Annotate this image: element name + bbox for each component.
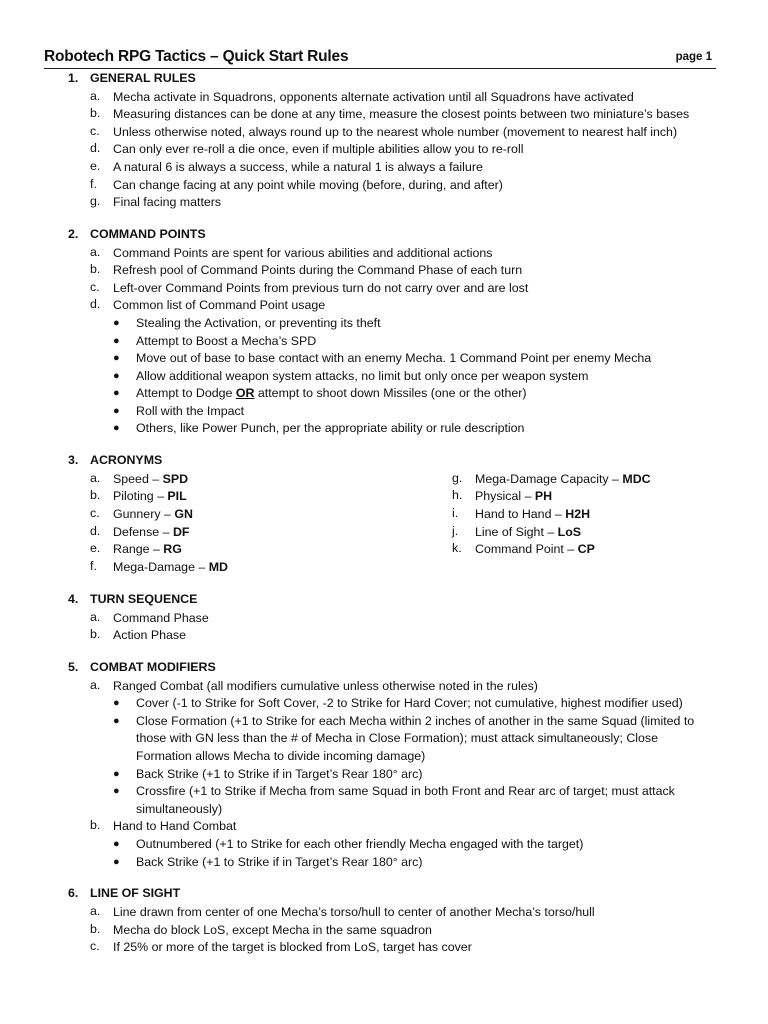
item-label: b.	[90, 488, 101, 503]
acronym-name: Physical –	[475, 489, 535, 504]
page-header	[44, 48, 716, 69]
item-label: c.	[90, 279, 100, 294]
acronym-item	[362, 488, 762, 506]
acronym-abbr: MDC	[622, 471, 651, 486]
bullet-item	[0, 854, 768, 872]
item-text: Refresh pool of Command Points during the Command Phase of each turn	[113, 263, 523, 278]
section-combat-modifiers	[0, 660, 768, 871]
item-text: Mecha activate in Squadrons, opponents alternate activation until all Squadrons have activated	[113, 89, 634, 104]
bullet-icon: ●	[113, 697, 120, 710]
acronym-abbr: H2H	[565, 507, 591, 522]
bullet-icon: ●	[113, 837, 120, 850]
item-text: Mecha do block LoS, except Mecha in the same squadron	[113, 922, 432, 937]
item-label: h.	[452, 488, 463, 503]
item-text: Can only ever re-roll a die once, even if multiple abilities allow you to re-roll	[113, 142, 524, 157]
acronym-name: Gunnery –	[113, 507, 175, 522]
acronym-columns	[0, 471, 768, 577]
bullet-item	[0, 368, 768, 386]
section-title: TURN SEQUENCE	[90, 592, 198, 607]
bullet-icon: ●	[113, 352, 120, 365]
list-item	[0, 922, 768, 940]
emphasis-or: OR	[235, 386, 255, 401]
item-label: c.	[90, 939, 100, 954]
item-label: k.	[452, 541, 462, 556]
acronym-name: Command Point –	[475, 542, 578, 557]
bullet-icon: ●	[113, 714, 120, 727]
item-text: Line drawn from center of one Mecha’s torso/hull to center of another Mecha’s torso/hull	[113, 904, 595, 919]
list-item	[0, 610, 768, 628]
list-item	[0, 245, 768, 263]
acronym-name: Defense –	[113, 524, 173, 539]
acronym-text	[475, 471, 768, 489]
item-label: i.	[452, 506, 459, 521]
section-turn-sequence	[0, 592, 768, 645]
item-label: b.	[90, 818, 101, 833]
item-label: d.	[90, 297, 101, 312]
bullet-icon: ●	[113, 855, 120, 868]
bullet-item	[0, 315, 768, 333]
list-item	[0, 89, 768, 107]
item-label: f.	[90, 176, 97, 191]
bullet-text: Outnumbered (+1 to Strike for each other friendly Mecha engaged with the target)	[136, 836, 584, 851]
item-text: Action Phase	[113, 628, 187, 643]
bullet-text: Allow additional weapon system attacks, no limit but only once per weapon system	[136, 368, 589, 383]
item-text: Measuring distances can be done at any time, measure the closest points between two miniature’s bases	[113, 107, 690, 122]
acronym-abbr: PIL	[167, 489, 187, 504]
bullet-text: Attempt to Boost a Mecha’s SPD	[136, 333, 317, 348]
item-label: a.	[90, 903, 101, 918]
bullet-text: Back Strike (+1 to Strike if in Target’s Rear 180° arc)	[136, 854, 423, 869]
bullet-item	[0, 766, 768, 784]
item-text: Command Points are spent for various abilities and additional actions	[113, 245, 493, 260]
bullet-text: Others, like Power Punch, per the appropriate ability or rule description	[136, 421, 525, 436]
item-label: b.	[90, 106, 101, 121]
item-label: c.	[90, 506, 100, 521]
bullet-text: Stealing the Activation, or preventing its theft	[136, 315, 381, 330]
item-label: b.	[90, 262, 101, 277]
list-item	[0, 194, 768, 212]
item-text: A natural 6 is always a success, while a natural 1 is always a failure	[113, 159, 483, 174]
acronym-text	[475, 506, 768, 524]
section-heading	[0, 71, 768, 89]
bullet-item	[0, 403, 768, 421]
item-label: a.	[90, 470, 101, 485]
item-text: Unless otherwise noted, always round up to the nearest whole number (movement to nearest half inch)	[113, 124, 678, 139]
bullet-text-start: Attempt to Dodge	[136, 386, 236, 401]
item-label: b.	[90, 627, 101, 642]
acronym-item	[0, 559, 440, 577]
list-item	[0, 141, 768, 159]
acronym-column-right	[362, 471, 762, 559]
acronym-text	[475, 524, 768, 542]
section-title: LINE OF SIGHT	[90, 886, 181, 901]
bullet-icon: ●	[113, 369, 120, 382]
section-general-rules	[0, 71, 768, 212]
acronym-abbr: DF	[172, 524, 190, 539]
list-item	[0, 177, 768, 195]
bullet-item	[0, 695, 768, 713]
acronym-abbr: SPD	[162, 471, 189, 486]
item-label: a.	[90, 677, 101, 692]
section-number: 6.	[68, 886, 79, 901]
list-item	[0, 904, 768, 922]
item-text: If 25% or more of the target is blocked from LoS, target has cover	[113, 940, 472, 955]
list-item	[0, 818, 768, 836]
section-heading	[0, 886, 768, 904]
bullet-text-end: attempt to shoot down Missiles (one or the other)	[254, 386, 527, 401]
list-item	[0, 627, 768, 645]
item-label: e.	[90, 541, 101, 556]
acronym-abbr: GN	[174, 507, 193, 522]
acronym-name: Piloting –	[113, 489, 168, 504]
bullet-text: Back Strike (+1 to Strike if in Target’s Rear 180° arc)	[136, 766, 423, 781]
list-item	[0, 159, 768, 177]
bullet-text: Crossfire (+1 to Strike if Mecha from same Squad in both Front and Rear arc of target; must attack simultaneously)	[136, 784, 675, 816]
section-line-of-sight	[0, 886, 768, 956]
page-number: page 1	[675, 51, 712, 63]
acronym-item	[362, 541, 762, 559]
section-command-points	[0, 227, 768, 438]
item-label: f.	[90, 558, 97, 573]
bullet-item	[0, 420, 768, 438]
bullet-item	[0, 836, 768, 854]
section-heading	[0, 592, 768, 610]
section-number: 4.	[68, 592, 79, 607]
acronym-abbr: CP	[577, 542, 595, 557]
item-text: Left-over Command Points from previous turn do not carry over and are lost	[113, 280, 529, 295]
item-text: Command Phase	[113, 610, 209, 625]
bullet-icon: ●	[113, 422, 120, 435]
section-title: ACRONYMS	[90, 453, 163, 468]
acronym-text	[475, 488, 768, 506]
list-item	[0, 678, 768, 696]
section-title: GENERAL RULES	[90, 71, 196, 85]
item-text: Hand to Hand Combat	[113, 819, 237, 834]
acronym-abbr: PH	[534, 489, 553, 504]
item-label: a.	[90, 609, 101, 624]
bullet-icon: ●	[113, 767, 120, 780]
acronym-item	[362, 471, 762, 489]
item-label: a.	[90, 244, 101, 259]
list-item	[0, 124, 768, 142]
bullet-item	[0, 783, 768, 818]
item-label: c.	[90, 123, 100, 138]
section-number: 2.	[68, 226, 79, 241]
acronym-name: Speed –	[113, 471, 163, 486]
item-text: Can change facing at any point while moving (before, during, and after)	[113, 177, 503, 192]
bullet-icon: ●	[113, 387, 120, 400]
document-title: Robotech RPG Tactics – Quick Start Rules	[44, 48, 349, 65]
acronym-name: Range –	[113, 542, 164, 557]
item-text: Ranged Combat (all modifiers cumulative unless otherwise noted in the rules)	[113, 678, 538, 693]
rules-content	[0, 71, 768, 972]
section-number: 5.	[68, 660, 79, 674]
list-item	[0, 939, 768, 957]
section-heading	[0, 660, 768, 678]
bullet-text: Move out of base to base contact with an enemy Mecha. 1 Command Point per enemy Mecha	[136, 351, 652, 366]
bullet-icon: ●	[113, 334, 120, 347]
acronym-name: Mega-Damage Capacity –	[475, 471, 623, 486]
section-heading	[0, 227, 768, 245]
acronym-text	[475, 541, 768, 559]
acronym-item	[362, 506, 762, 524]
bullet-text	[136, 385, 714, 403]
item-label: a.	[90, 88, 101, 103]
bullet-item	[0, 385, 768, 403]
item-label: e.	[90, 158, 101, 173]
section-number: 1.	[68, 71, 79, 85]
item-text: Final facing matters	[113, 195, 222, 210]
bullet-item	[0, 333, 768, 351]
bullet-text: Roll with the Impact	[136, 403, 245, 418]
list-item	[0, 280, 768, 298]
item-label: d.	[90, 523, 101, 538]
item-label: g.	[90, 194, 101, 209]
section-title: COMMAND POINTS	[90, 226, 206, 241]
item-label: b.	[90, 921, 101, 936]
bullet-icon: ●	[113, 785, 120, 798]
acronym-name: Hand to Hand –	[475, 507, 566, 522]
item-label: d.	[90, 141, 101, 156]
item-text: Common list of Command Point usage	[113, 298, 326, 313]
bullet-text: Close Formation (+1 to Strike for each Mecha within 2 inches of another in the same Squad (limited to those with GN less than the # of Mecha in Close Formation); must attack simultaneously; Close Formation allows Mecha to divide incoming damage)	[136, 713, 695, 763]
acronym-item	[362, 524, 762, 542]
bullet-item	[0, 713, 768, 766]
acronym-text	[113, 559, 413, 577]
list-item	[0, 262, 768, 280]
list-item	[0, 106, 768, 124]
section-number: 3.	[68, 453, 79, 468]
item-label: j.	[452, 523, 459, 538]
acronym-abbr: MD	[208, 559, 229, 574]
acronym-abbr: LoS	[557, 524, 582, 539]
acronym-name: Line of Sight –	[475, 524, 558, 539]
bullet-text: Cover (-1 to Strike for Soft Cover, -2 to Strike for Hard Cover; not cumulative, highest modifier used)	[136, 696, 683, 711]
bullet-item	[0, 350, 768, 368]
section-heading	[0, 453, 768, 471]
item-label: g.	[452, 470, 463, 485]
acronym-abbr: RG	[163, 542, 182, 557]
section-title: COMBAT MODIFIERS	[90, 660, 216, 674]
bullet-icon: ●	[113, 316, 120, 329]
bullet-icon: ●	[113, 404, 120, 417]
acronym-name: Mega-Damage –	[113, 559, 209, 574]
list-item	[0, 297, 768, 315]
section-acronyms	[0, 453, 768, 577]
